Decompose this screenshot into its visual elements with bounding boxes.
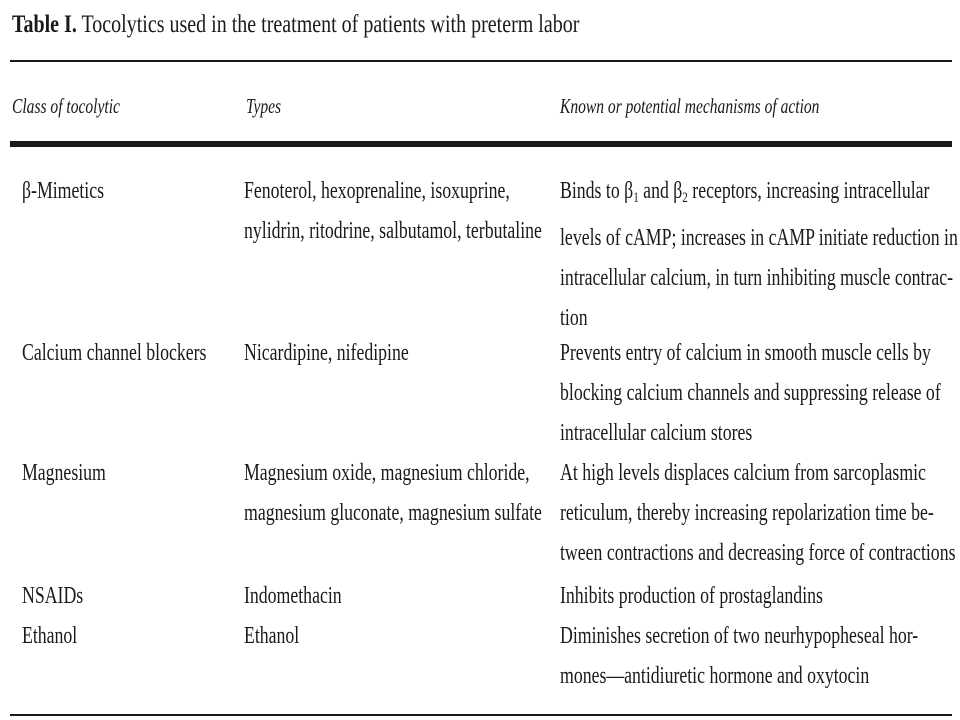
table-caption-text: Tocolytics used in the treatment of patients with preterm labor (76, 11, 580, 38)
types-line: Magnesium oxide, magnesium chloride, (244, 460, 530, 486)
column-header-mechanism: Known or potential mechanisms of action (560, 94, 820, 118)
mechanism-line: tween contractions and decreasing force of contractions (560, 540, 956, 566)
table-row-mechanism (560, 453, 955, 573)
mechanism-line: mones—antidiuretic hormone and oxytocin (560, 663, 870, 689)
table-row-class: β-Mimetics (22, 178, 105, 204)
table-row-mechanism (560, 576, 823, 616)
types-line: magnesium gluconate, magnesium sulfate (244, 500, 542, 526)
mechanism-line: intracellular calcium, in turn inhibiting muscle contrac- (560, 265, 954, 291)
table-row-class: Magnesium (22, 460, 106, 486)
table-row-mechanism (560, 333, 941, 453)
table-row-mechanism (560, 616, 918, 696)
table-caption (12, 8, 579, 42)
subscript: 2 (682, 190, 688, 206)
mechanism-line: levels of cAMP; increases in cAMP initiate reduction in (560, 225, 958, 251)
table-row-types (244, 453, 542, 533)
types-line: Ethanol (244, 623, 300, 649)
table-caption-label: Table I. (12, 11, 77, 38)
bottom-rule (10, 714, 952, 716)
table-row-types (244, 171, 542, 251)
mechanism-line: Prevents entry of calcium in smooth muscle cells by (560, 340, 931, 366)
types-line: Fenoterol, hexoprenaline, isoxuprine, (244, 178, 510, 204)
header-rule (10, 141, 952, 147)
mechanism-line: tion (560, 305, 588, 331)
mechanism-line: Diminishes secretion of two neurhypopheseal hor- (560, 623, 919, 649)
table-row-types (244, 616, 299, 656)
types-line: Indomethacin (244, 583, 342, 609)
mechanism-line: Binds to $\beta_1$ and $\beta_2$ receptors, increasing intracellular (560, 178, 930, 206)
types-line: nylidrin, ritodrine, salbutamol, terbutaline (244, 218, 542, 244)
table-row-types (244, 576, 342, 616)
subscript: 1 (633, 190, 639, 206)
mechanism-line: Inhibits production of prostaglandins (560, 583, 823, 609)
table-row-class: Ethanol (22, 623, 78, 649)
table-row-class: Calcium channel blockers (22, 340, 207, 366)
types-line: Nicardipine, nifedipine (244, 340, 409, 366)
column-header-types: Types (246, 94, 282, 118)
top-rule (10, 60, 952, 62)
mechanism-line: reticulum, thereby increasing repolarization time be- (560, 500, 934, 526)
mechanism-line: intracellular calcium stores (560, 420, 753, 446)
table-row-mechanism (560, 171, 958, 338)
mechanism-line: At high levels displaces calcium from sarcoplasmic (560, 460, 926, 486)
mechanism-line: blocking calcium channels and suppressing release of (560, 380, 941, 406)
table-row-class: NSAIDs (22, 583, 84, 609)
column-header-class: Class of tocolytic (12, 94, 120, 118)
table-row-types (244, 333, 409, 373)
